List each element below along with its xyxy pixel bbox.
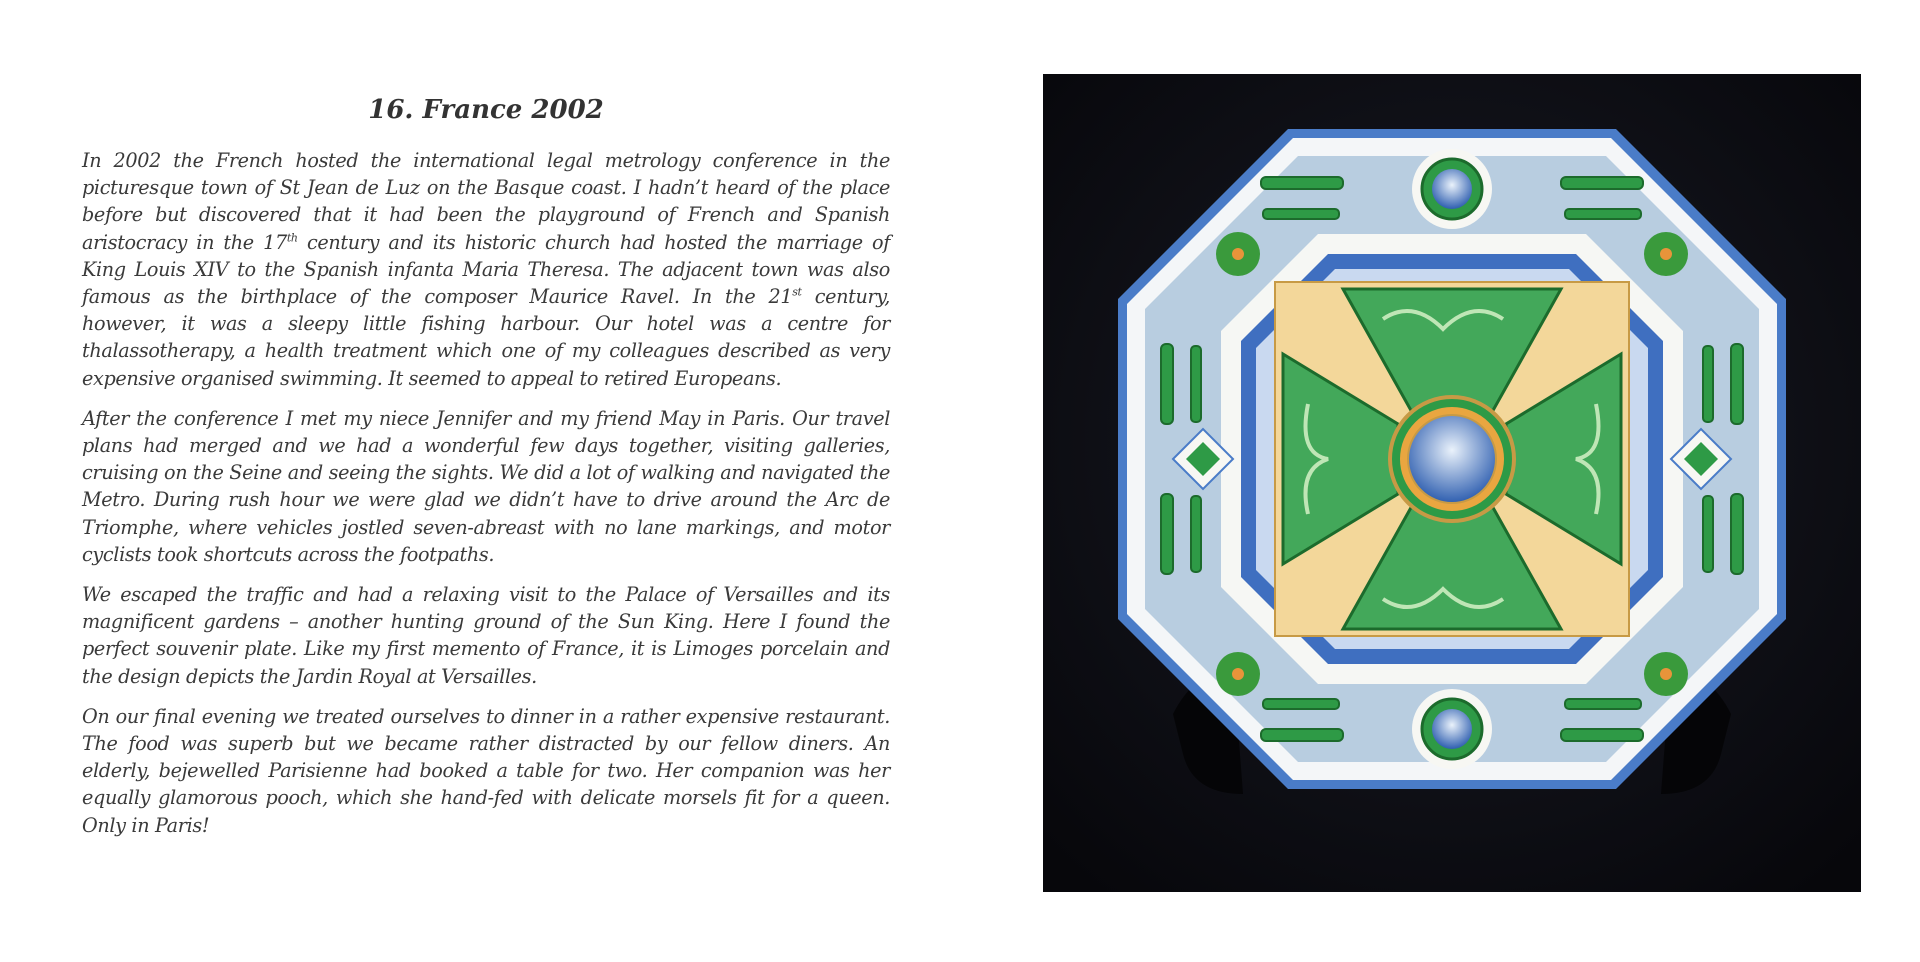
plate-illustration [1043, 74, 1861, 892]
plate-photo [1043, 74, 1861, 892]
paragraph-1 [82, 147, 890, 392]
paragraph-4-text: On our final evening we treated ourselves to dinner in a rather expensive restaurant. The food was superb but we became rather distracted by our fellow diners. An elderly, bejewelled Parisienne had booked a table for two. Her companion was her equally glamorous pooch, which she hand-fed with delicate morsels fit for a queen. Only in Paris! [82, 704, 890, 837]
paragraph-1-text-a: In 2002 the French hosted the international legal metrology conference in the picturesque town of St Jean de Luz on the Basque coast. I hadn’t heard of the place before but discovered that it had been the playground of French and Spanish aristocracy in the 17 [82, 149, 890, 254]
paragraph-3-text: We escaped the traffic and had a relaxing visit to the Palace of Versailles and its magnificent gardens – another hunting ground of the Sun King. Here I found the perfect souvenir plate. Like my first memento of France, it is Limoges porcelain and the design depicts the Jardin Royal at Versailles. [82, 583, 890, 688]
center-pool [1408, 415, 1496, 503]
paragraph-2-text: After the conference I met my niece Jennifer and my friend May in Paris. Our travel plans had merged and we had a wonderful few days together, visiting galleries, cruising on the Seine and seeing the sights. We did a lot of walking and navigated the Metro. During rush hour we were glad we didn’t have to drive around the Arc de Triomphe, where vehicles jostled seven-abreast with no lane markings, and motor cyclists took shortcuts across the footpaths. [82, 406, 890, 566]
paragraph-1-text-c: century, however, it was a sleepy little fishing harbour. Our hotel was a centre for thalassotherapy, a health treatment which one of my colleagues described as very expensive organised swimming. It seemed to appeal to retired Europeans. [82, 285, 891, 390]
article [82, 95, 890, 852]
paragraph-3 [82, 581, 890, 690]
superscript-th: th [286, 231, 298, 245]
paragraph-4 [82, 703, 890, 839]
article-title: 16. France 2002 [368, 95, 604, 125]
paragraph-2 [82, 405, 890, 568]
superscript-st: st [792, 285, 802, 299]
paragraph-1-text-b: century and its historic church had hosted the marriage of King Louis XIV to the Spanish infanta Maria Theresa. The adjacent town was also famous as the birthplace of the composer Maurice Ravel. In the 21 [82, 230, 890, 309]
